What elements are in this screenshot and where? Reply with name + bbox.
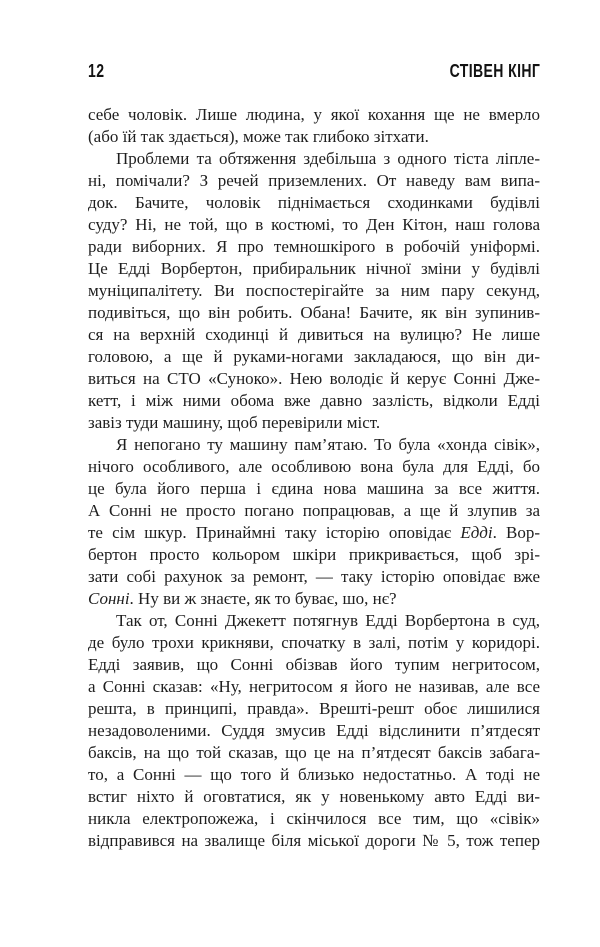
text-line <box>88 346 540 368</box>
text-segment: ся на верхній сходинці й дивиться на вулицю? Не лише <box>88 325 540 344</box>
text-line <box>88 632 540 654</box>
text-line <box>88 258 540 280</box>
text-line <box>88 324 540 346</box>
text-line <box>88 170 540 192</box>
paragraph <box>88 610 540 852</box>
text-line <box>88 720 540 742</box>
text-line <box>88 808 540 830</box>
text-line <box>88 830 540 852</box>
text-segment: никла електропожежа, і скінчилося все тим, що «сівік» <box>88 809 540 828</box>
text-line <box>88 742 540 764</box>
text-line <box>88 478 540 500</box>
italic-text-segment: Сонні <box>88 589 130 608</box>
text-line <box>88 236 540 258</box>
text-line <box>88 544 540 566</box>
text-line <box>88 500 540 522</box>
text-segment: завіз туди машину, щоб перевірили міст. <box>88 413 381 432</box>
text-line <box>88 104 540 126</box>
text-line <box>88 302 540 324</box>
text-segment: відправився на звалище біля міської дороги № 5, тож тепер <box>88 831 540 850</box>
text-segment: решта, в принципі, правда». Врешті-решт обоє лишилися <box>88 699 540 718</box>
paragraph <box>88 104 540 148</box>
text-segment: себе чоловік. Лише людина, у якої кохання ще не вмерло <box>88 105 540 124</box>
text-segment: а Сонні сказав: «Ну, негритосом я його не називав, але все <box>88 677 540 696</box>
text-segment: . Вор- <box>492 523 540 542</box>
text-segment: Це Едді Ворбертон, прибиральник нічної зміни у будівлі <box>88 259 540 278</box>
text-segment: баксів, на що той сказав, що це на п’ятдесят баксів забага- <box>88 743 540 762</box>
text-segment: ради виборних. Я про темношкірого в робочій уніформі. <box>88 237 540 256</box>
text-line <box>88 698 540 720</box>
page-header <box>88 62 540 80</box>
text-segment: головою, а ще й руками-ногами закладаюся, що він ди- <box>88 347 540 366</box>
running-head: СТІВЕН КІНГ <box>449 61 540 81</box>
text-segment: Так от, Сонні Джекетт потягнув Едді Ворбертона в суд, <box>116 611 540 630</box>
text-line <box>88 566 540 588</box>
text-line <box>88 676 540 698</box>
text-segment: те сім шкур. Принаймні таку історію оповідає <box>88 523 461 542</box>
text-line <box>88 192 540 214</box>
text-segment: нічого особливого, але особливою вона була для Едді, бо <box>88 457 540 476</box>
text-segment: це була його перша і єдина нова машина за все життя. <box>88 479 540 498</box>
text-segment: муніципалітету. Ви поспостерігайте за ним пару секунд, <box>88 281 540 300</box>
text-segment: Я непогано ту машину пам’ятаю. То була «хонда сівік», <box>116 435 540 454</box>
text-segment: Едді заявив, що Сонні обізвав його тупим негритосом, <box>88 655 540 674</box>
text-line <box>88 764 540 786</box>
text-line <box>88 654 540 676</box>
text-segment: бертон просто кольором шкіри прикривається, щоб зрі- <box>88 545 540 564</box>
text-line <box>88 588 540 610</box>
text-segment: кетт, і між ними обома вже давно зазлість, відколи Едді <box>88 391 540 410</box>
text-segment: ні, помічали? З речей приземлених. От наведу вам випа- <box>88 171 540 190</box>
text-segment: Проблеми та обтяження здебільша з одного тіста ліпле- <box>116 149 540 168</box>
text-line <box>88 390 540 412</box>
text-line <box>88 522 540 544</box>
paragraph <box>88 148 540 434</box>
text-line <box>88 214 540 236</box>
italic-text-segment: Едді <box>460 523 493 542</box>
text-line <box>88 126 540 148</box>
text-line <box>88 786 540 808</box>
text-segment: виться на СТО «Суноко». Нею володіє й керує Сонні Дже- <box>88 369 540 388</box>
text-segment: док. Бачите, чоловік піднімається сходинками будівлі <box>88 193 540 212</box>
text-segment: (або їй так здається), може так глибоко зітхати. <box>88 127 429 146</box>
text-segment: незадоволеними. Суддя змусив Едді відслинити п’ятдесят <box>88 721 540 740</box>
text-line <box>88 456 540 478</box>
text-segment: де було трохи крикняви, спочатку в залі, потім у коридорі. <box>88 633 540 652</box>
text-line <box>88 434 540 456</box>
text-line <box>88 368 540 390</box>
text-segment: то, а Сонні — що того й близько недостатньо. А тоді не <box>88 765 540 784</box>
paragraph <box>88 434 540 610</box>
text-segment: . Ну ви ж знаєте, як то буває, шо, нє? <box>129 589 397 608</box>
text-line <box>88 148 540 170</box>
text-segment: подивіться, що він робить. Обана! Бачите, як він зупинив- <box>88 303 540 322</box>
text-line <box>88 280 540 302</box>
text-segment: суду? Ні, не той, що в костюмі, то Ден Кітон, наш голова <box>88 215 540 234</box>
text-line <box>88 610 540 632</box>
text-line <box>88 412 540 434</box>
page-body <box>88 104 540 852</box>
text-segment: зати собі рахунок за ремонт, — таку історію оповідає вже <box>88 567 540 586</box>
text-segment: встиг ніхто й оговтатися, як у новенькому авто Едді ви- <box>88 787 540 806</box>
text-segment: А Сонні не просто погано попрацював, а ще й злупив за <box>88 501 540 520</box>
page-number: 12 <box>88 61 105 81</box>
